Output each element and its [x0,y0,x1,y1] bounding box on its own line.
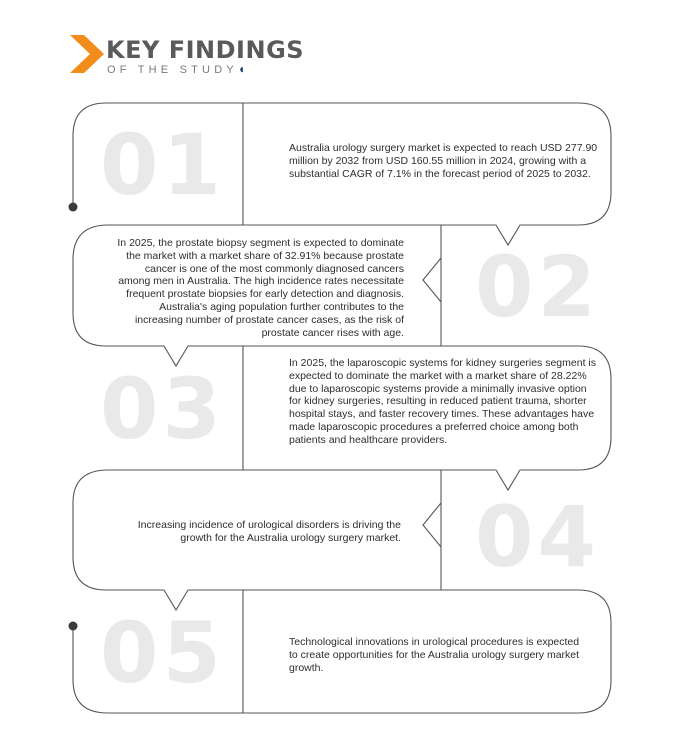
finding-4-number: 04 [475,488,600,586]
finding-5-number: 05 [100,604,225,702]
finding-2-text: In 2025, the prostate biopsy segment is expected to dominate the market with a market share of 32.91% because prostate cancer is one of the most commonly diagnosed cancers among men in Australia. The high incidence rates necessitate frequent prostate biopsies for early detection and diagnosis. Australia's aging population further contributes to the increasing number of prostate cancer cases, as the risk of prostate cancer rises with age. [117,237,404,339]
finding-3-text: In 2025, the laparoscopic systems for kidney surgeries segment is expected to dominate the market with a market share of 28.22% due to laparoscopic systems provide a minimally invasive option for kidney surgeries, resulting in reduced patient trauma, shorter hospital stays, and faster recovery times. These advantages have made laparoscopic procedures a preferred choice among both patients and healthcare providers. [289,357,596,446]
finding-3-number: 03 [100,360,225,458]
finding-2-number: 02 [475,238,600,336]
page-title: KEY FINDINGS [106,36,305,64]
timeline-end-dot [69,622,78,631]
finding-4-text: Increasing incidence of urological disorders is driving the growth for the Australia urology surgery market. [137,519,401,544]
finding-1-number: 01 [100,116,225,214]
moon-dot-icon: ◖ [237,62,246,76]
page-subtitle: OF THE STUDY◖ [107,62,246,76]
timeline-start-dot [69,203,78,212]
finding-5-text: Technological innovations in urological procedures is expected to create opportunities for the Australia urology surgery market growth. [289,636,580,674]
finding-1-text: Australia urology surgery market is expected to reach USD 277.90 million by 2032 from USD 160.55 million in 2024, growing with a substantial CAGR of 7.1% in the forecast period of 2025 to 2032. [289,142,598,180]
